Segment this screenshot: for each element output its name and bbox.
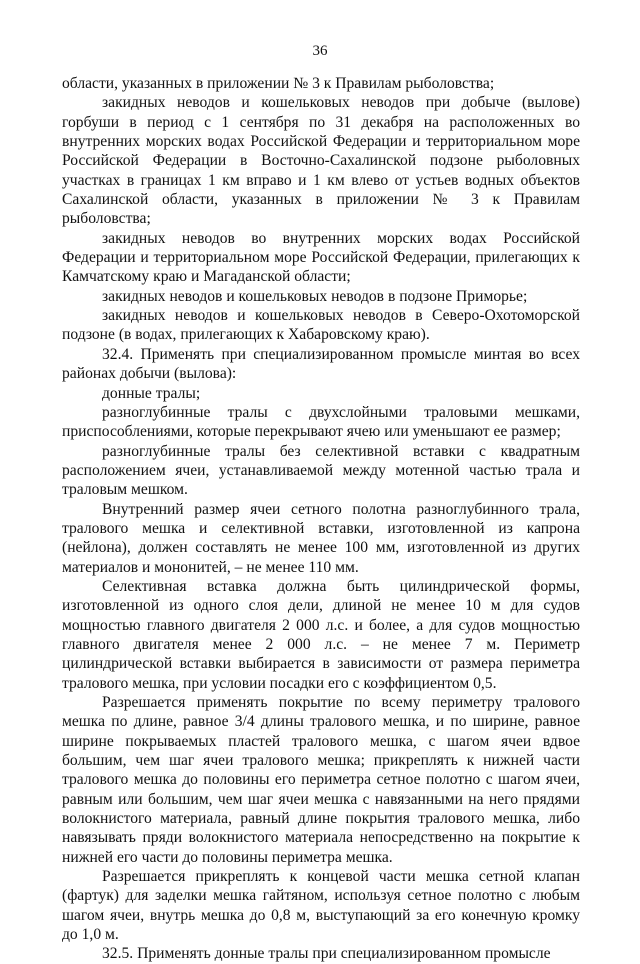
section-32-5: 32.5. Применять донные тралы при специализированном промысле	[102, 945, 551, 963]
paragraph: закидных неводов и кошельковых неводов в Северо-Охотоморской подзоне (в водах, прилегающих к Хабаровскому краю).	[62, 307, 580, 344]
document-body	[62, 74, 580, 964]
paragraph: донные тралы;	[102, 384, 201, 402]
paragraph: области, указанных в приложении № 3 к Правилам рыболовства;	[62, 75, 495, 92]
paragraph: разноглубинные тралы без селективной вставки с квадратным расположением ячеи, устанавливаемой между мотенной частью трала и траловым мешком.	[62, 442, 580, 499]
paragraph: Разрешается прикреплять к концевой части мешка сетной клапан (фартук) для заделки мешка гайтяном, используя сетное полотно с любым шагом ячеи, внутрь мешка до 0,8 м, выступающий за его конечную кромку до 1,0 м.	[62, 868, 580, 944]
section-32-4: 32.4. Применять при специализированном промысле минтая во всех районах добычи (вылова):	[62, 345, 580, 383]
paragraph: Внутренний размер ячеи сетного полотна разноглубинного трала, тралового мешка и селективной вставки, изготовленной из капрона (нейлона), должен составлять не менее 100 мм, изготовленной из других материалов и мононитей, – не менее 110 мм.	[62, 500, 580, 576]
paragraph: разноглубинные тралы с двухслойными траловыми мешками, приспособлениями, которые перекрывают ячею или уменьшают ее размер;	[62, 403, 580, 441]
page-number: 36	[312, 43, 328, 59]
paragraph: Разрешается применять покрытие по всему периметру тралового мешка по длине, равное 3/4 длины тралового мешка, и по ширине, равное ширине покрываемых пластей тралового мешка, с шагом ячеи вдвое большим, чем шаг ячеи тралового мешка; прикреплять к нижней части тралового мешка до половины его периметра сетное полотно с шагом ячеи, равным или большим, чем шаг ячеи мешка с навязанными на него прядями волокнистого материала, равный длине покрытия тралового мешка, либо навязывать пряди волокнистого материала непосредственно на покрытие к нижней его части до половины периметра мешка.	[62, 694, 580, 866]
paragraph: закидных неводов и кошельковых неводов при добыче (вылове) горбуши в период с 1 сентября по 31 декабря на расположенных во внутренних морских водах Российской Федерации и территориальном море Российской Федерации в Восточно-Сахалинской подзоне рыболовных участках в границах 1 км вправо и 1 км влево от устьев водных объектов Сахалинской области, указанных в приложении № 3 к Правилам рыболовства;	[62, 94, 580, 228]
paragraph: закидных неводов во внутренних морских водах Российской Федерации и территориальном море Российской Федерации, прилегающих к Камчатскому краю и Магаданской области;	[62, 229, 580, 286]
paragraph: Селективная вставка должна быть цилиндрической формы, изготовленной из одного слоя дели, длиной не менее 10 м для судов мощностью главного двигателя 2 000 л.с. и более, а для судов мощностью главного двигателя менее 2 000 л.с. – не менее 7 м. Периметр цилиндрической вставки выбирается в зависимости от размера периметра тралового мешка, при условии посадки его с коэффициентом 0,5.	[62, 577, 580, 692]
paragraph: закидных неводов и кошельковых неводов в подзоне Приморье;	[102, 287, 528, 305]
